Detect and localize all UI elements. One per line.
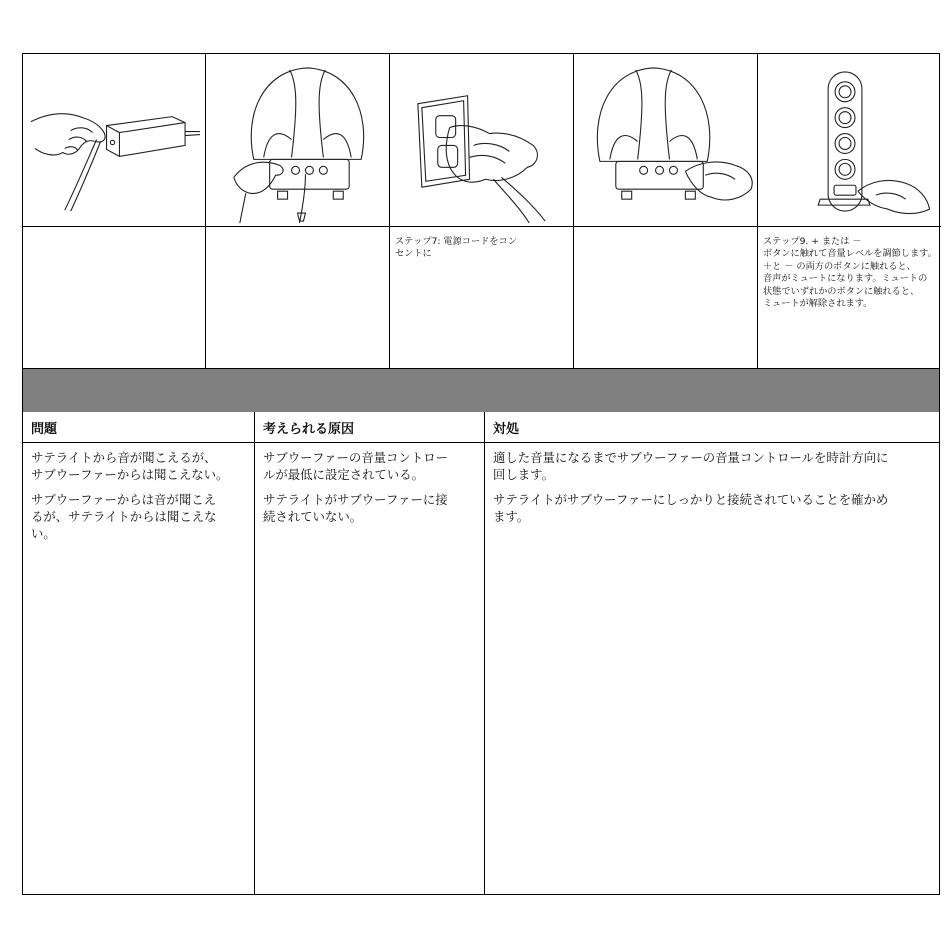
problem-header: 問題 (23, 412, 254, 443)
cause-text: サブウーファーの音量コントロー ルが最低に設定されている。 (263, 450, 448, 482)
cause-header: 考えられる原因 (255, 412, 484, 443)
section-band (22, 369, 940, 412)
troubleshooting-table (22, 412, 940, 895)
setup-steps-grid (22, 53, 940, 369)
cause-text: サテライトがサブウーファーに接 続されていない。 (263, 492, 448, 524)
solution-text: 適した音量になるまでサブウーファーの音量コントロールを時計方向に 回します。 (493, 450, 889, 482)
subwoofer-touch-button-icon (574, 54, 757, 227)
problem-column (23, 412, 255, 894)
problem-text: サテライトから音が聞こえるが、 サブウーファーからは聞こえない。 (31, 450, 229, 482)
step-volume-buttons (758, 54, 941, 370)
cause-cell (255, 443, 484, 525)
step-touch-button (574, 54, 758, 370)
solution-cell (485, 443, 939, 525)
step-wall-outlet (390, 54, 574, 370)
subwoofer-connect-cable-icon (206, 54, 389, 227)
solution-header: 対処 (485, 412, 939, 443)
wall-outlet-plug-icon (390, 54, 573, 227)
step-caption: ステップ7: 電源コードをコン セントに (395, 236, 517, 260)
power-adapter-plug-icon (23, 54, 205, 227)
problem-cell (23, 443, 254, 542)
step-caption: ステップ9. + または － ボタンに触れて音量レベルを調節します。 ＋と － の両方のボタンに触れると、 音声がミュートになります。ミュートの 状態でいずれかのボタンに触れると、 ミュートが解除されます。 (763, 236, 937, 310)
problem-text: サブウーファーからは音が聞こえ るが、サテライトからは聞こえな い。 (31, 492, 217, 541)
satellite-speaker-volume-icon (758, 54, 941, 227)
step-connect-cable (206, 54, 390, 370)
step-power-adapter (23, 54, 206, 370)
solution-column (485, 412, 939, 894)
cause-column (255, 412, 485, 894)
solution-text: サテライトがサブウーファーにしっかりと接続されていることを確かめ ます。 (493, 492, 889, 524)
